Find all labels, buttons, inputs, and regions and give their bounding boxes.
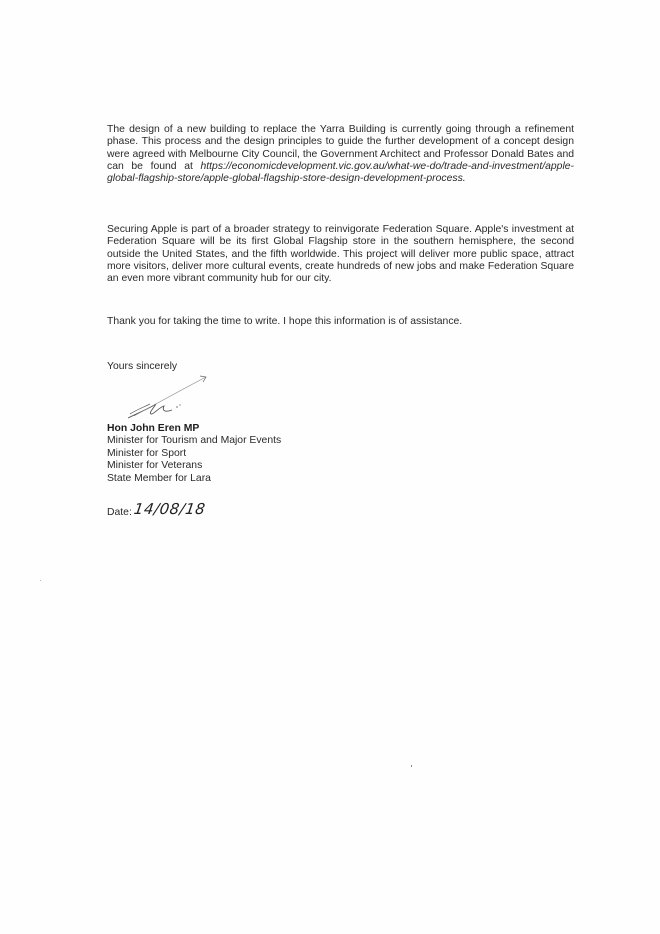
signatory-name: Hon John Eren MP: [107, 423, 200, 434]
date-label: Date:: [107, 507, 132, 518]
design-process-link[interactable]: https://economicdevelopment.vic.gov.au/what-we-do/trade-and-investment/apple-global-flagship-store/apple-global-flagship-store-design-development-process.: [107, 161, 574, 185]
signatory-title: Minister for Tourism and Major Events: [107, 435, 282, 447]
paragraph-apple-strategy: [107, 224, 574, 286]
handwritten-date: 14/08/18: [132, 500, 207, 518]
paragraph-thanks: [107, 316, 574, 328]
signatory-block: [107, 423, 281, 485]
signatory-title: State Member for Lara: [107, 472, 211, 484]
scan-speck: [40, 580, 41, 581]
closing-text: Yours sincerely: [107, 361, 178, 372]
handwritten-signature-icon: [126, 374, 216, 422]
paragraph-text: Thank you for taking the time to write. I hope this information is of assistance.: [107, 316, 463, 327]
paragraph-text: The design of a new building to replace the Yarra Building is currently going through a refinement phase. This process and the design principles to guide the further development of a concept design were agreed with Melbourne City Council, the Government Architect and Professor Donald Bates and can be found at: [107, 124, 574, 173]
scan-speck: [411, 765, 412, 767]
signatory-title: Minister for Sport: [107, 447, 187, 459]
paragraph-design-refinement: [107, 124, 574, 186]
signatory-title: Minister for Veterans: [107, 460, 203, 472]
closing-salutation: [107, 361, 574, 373]
date-line: [107, 500, 205, 518]
paragraph-text: Securing Apple is part of a broader strategy to reinvigorate Federation Square. Apple's investment at Federation Square will be its first Global Flagship store in the southern hemisphere, the second outside the United States, and the fifth worldwide. This project will deliver more public space, attract more visitors, deliver more cultural events, create hundreds of new jobs and make Federation Square an even more vibrant community hub for our city.: [107, 224, 574, 285]
